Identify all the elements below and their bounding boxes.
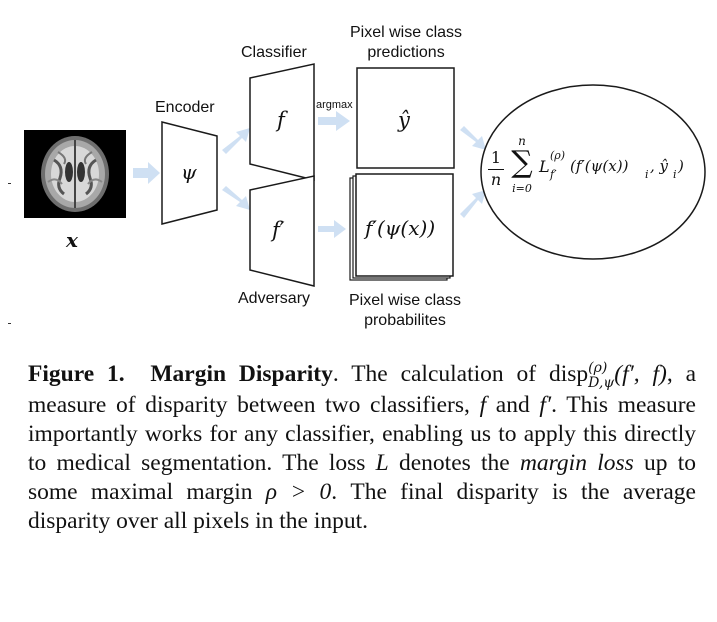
loss-frac-den: n	[490, 170, 502, 189]
caption-title: Margin Disparity	[150, 361, 333, 387]
flow-arrow-probs-to-loss	[460, 190, 486, 218]
caption-disp-sub: D,ψ	[588, 374, 615, 391]
top-output-label-line2: predictions	[367, 44, 445, 61]
loss-args-rest: , ŷ	[650, 157, 669, 175]
caption-disp-args: (f′, f)	[614, 361, 667, 387]
loss-sum-top: n	[518, 134, 526, 148]
loss-close: )	[678, 157, 684, 175]
loss-sub: f′	[550, 168, 557, 181]
loss-sum-bottom: i=0	[512, 182, 532, 195]
loss-args-sub: i	[645, 168, 649, 181]
caption-fprime: f′	[539, 391, 552, 418]
loss-yhat-sub: i	[673, 168, 677, 181]
classifier-symbol: f	[277, 108, 285, 132]
flow-arrow-encoder-to-classifier	[222, 128, 250, 154]
caption-figure-number: Figure 1.	[28, 361, 125, 387]
caption-rho: ρ > 0	[265, 478, 332, 505]
flow-arrow-adversary-to-probs	[318, 220, 346, 238]
loss-frac-num: 1	[490, 148, 502, 167]
argmax-label: argmax	[316, 99, 353, 111]
classifier-label: Classifier	[241, 44, 307, 61]
flow-arrow-pred-to-loss	[460, 126, 486, 150]
caption-L: L	[375, 449, 389, 476]
caption-margin-loss: margin loss	[519, 449, 634, 476]
loss-args: (f′(ψ(x))	[570, 157, 629, 175]
flow-arrow-encoder-to-adversary	[222, 186, 250, 210]
loss-sum-sign: ∑	[511, 145, 533, 180]
flow-arrow-classifier-argmax	[318, 111, 350, 131]
caption-text-6: . The final disparity is the average disparity over all pixels in the input.	[28, 478, 696, 534]
caption-f: f	[479, 391, 487, 418]
caption-text-1: . The calculation of	[332, 361, 549, 387]
top-output-symbol: ŷ	[398, 108, 410, 132]
bottom-output-symbol: f′(ψ(x))	[365, 216, 436, 240]
encoder-label: Encoder	[155, 99, 215, 116]
caption-text-4: denotes the	[388, 449, 520, 476]
bottom-output-label-line1: Pixel wise class	[348, 292, 462, 309]
caption-text-3: . This measure importantly works for any classifier, enabling us to apply this directly to medical segmentation. The loss	[28, 391, 696, 476]
top-output-label-line1: Pixel wise class	[349, 24, 463, 41]
loss-expression	[485, 134, 705, 206]
flow-arrow-image-to-encoder	[133, 162, 160, 184]
caption-text-5: up to some maximal margin	[28, 449, 697, 505]
loss-symbol: L	[539, 157, 550, 176]
adversary-symbol: f′	[272, 218, 285, 242]
input-label: x	[66, 228, 78, 252]
caption-text-2: , a measure of disparity between two classifiers,	[28, 361, 697, 418]
caption-disp: disp	[548, 361, 589, 387]
adversary-label: Adversary	[238, 290, 311, 307]
encoder-symbol: ψ	[181, 160, 197, 184]
caption-disp-scripts	[588, 361, 614, 391]
loss-super: (ρ)	[550, 149, 566, 162]
caption-disp-sup: (ρ)	[588, 359, 608, 376]
caption-and: and	[486, 391, 540, 418]
bottom-output-label-line2: probabilites	[364, 312, 446, 329]
figure-caption	[28, 360, 696, 536]
